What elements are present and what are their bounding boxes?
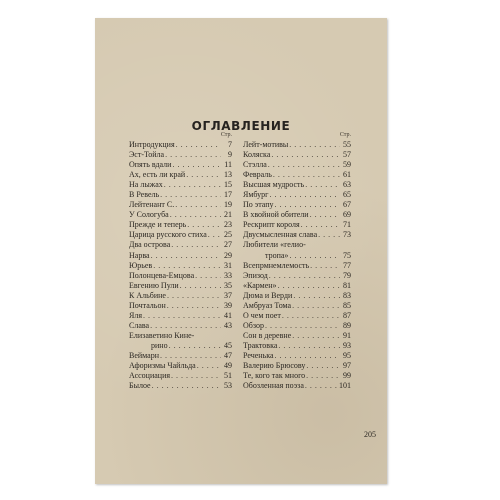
toc-entry-page: 19 [224,200,232,210]
toc-entry-page: 11 [224,160,232,170]
toc-entry-page: 43 [224,320,232,330]
toc-leader-dots [264,321,340,331]
toc-entry-title: Двусмысленная слава [243,230,318,240]
toc-leader-dots [171,160,221,170]
toc-column-left [129,131,232,391]
toc-entry-title: Ассоциация [129,371,171,381]
toc-entry [129,351,232,361]
toc-leader-dots [207,230,221,240]
toc-leader-dots [309,261,340,271]
toc-entry-title: «Кармен» [243,280,277,290]
toc-entry [129,251,232,261]
toc-entry [243,170,351,180]
toc-entry [243,381,351,391]
toc-entry-page: 31 [224,260,232,270]
toc-entry-title: Яля [129,310,143,320]
toc-entry-title: Реченька [243,350,274,360]
toc-entry [243,160,351,170]
toc-entry-page: 17 [224,190,232,200]
toc-leader-dots [168,341,221,351]
toc-entry-page: 97 [343,361,351,371]
toc-entry-title: Интродукция [129,140,175,149]
toc-entry-title: Обозленная поэза [243,381,304,391]
toc-entry-page: 41 [224,310,232,320]
toc-entry-title: Почтальон [129,300,166,310]
toc-entry [243,311,351,321]
toc-entry [243,251,351,261]
toc-leader-dots [152,261,221,271]
toc-entry [129,210,232,220]
toc-entry-title: На лыжах [129,180,163,190]
toc-entry [129,190,232,200]
toc-entry-page: 83 [343,290,351,300]
toc-entry-title: рино [151,340,168,350]
toc-leader-dots [164,150,221,160]
toc-entry [243,261,351,271]
toc-entry [243,281,351,291]
toc-leader-dots [270,150,340,160]
toc-leader-dots [149,321,221,331]
toc-entry [129,271,232,281]
column-header-left: Стр. [220,132,232,138]
toc-entry-title: Рескрипт короля [243,220,300,230]
toc-leader-dots [304,180,340,190]
toc-entry-title: Евгению Пули [129,280,179,290]
toc-entry-title: Афоризмы Чайльда [129,361,196,371]
page-number: 205 [364,430,376,439]
toc-entry-title: Коляска [243,150,271,160]
toc-entry-page: 51 [224,371,232,381]
toc-entry-page: 85 [343,300,351,310]
toc-entry-title: Елизаветино Кине- [129,330,195,340]
toc-entry [243,301,351,311]
toc-leader-dots [169,210,221,220]
toc-leader-dots [142,311,221,321]
toc-leader-dots [268,271,340,281]
toc-entry [129,220,232,230]
toc-entry [129,311,232,321]
toc-entry [129,281,232,291]
toc-entry [243,271,351,281]
toc-entry-page: 71 [343,220,351,230]
toc-entry [243,361,351,371]
toc-leader-dots [281,311,340,321]
toc-entry-page: 21 [224,210,232,220]
toc-entry [243,140,351,150]
toc-entry-page: 91 [343,330,351,340]
toc-entry-page: 39 [224,300,232,310]
toc-entry [243,210,351,220]
toc-entry-title: У Сологуба [129,210,169,220]
toc-entry-title: Обзор [243,320,264,330]
toc-entry [129,160,232,170]
toc-leader-dots [288,251,340,261]
toc-entry-page: 95 [343,350,351,360]
toc-leader-dots [166,291,221,301]
toc-leader-dots [166,301,221,311]
toc-entry [243,180,351,190]
toc-entry [243,240,351,250]
toc-leader-dots [170,371,221,381]
toc-entry-page: 7 [228,140,232,149]
toc-entry-title: Нарва [129,250,150,260]
toc-entry-page: 37 [224,290,232,300]
toc-entry [243,230,351,240]
toc-leader-dots [175,140,221,150]
toc-entry [129,180,232,190]
toc-leader-dots [304,381,339,391]
toc-leader-dots [163,180,221,190]
toc-entry-page: 57 [343,150,351,160]
toc-entry-title: Всепрмнемлемость [243,260,310,270]
toc-entry-title: Сон в деревне [243,330,292,340]
toc-entry [243,190,351,200]
toc-entry-page: 101 [339,381,351,391]
toc-leader-dots [185,170,221,180]
toc-entry [129,150,232,160]
toc-entry [129,140,232,150]
toc-entry [243,200,351,210]
toc-leader-dots [179,281,221,291]
toc-entry [243,321,351,331]
toc-entry-page: 67 [343,200,351,210]
toc-entry-title: Валерию Брюсову [243,361,306,371]
toc-leader-dots [309,210,340,220]
toc-leader-dots [291,331,340,341]
toc-leader-dots [186,220,221,230]
toc-entry-title: Эст-Тойла [129,150,165,160]
toc-entry [129,381,232,391]
toc-entry-page: 49 [224,361,232,371]
toc-leader-dots [267,160,340,170]
toc-entry-page: 99 [343,371,351,381]
toc-entry-title: Стэлла [243,160,267,170]
toc-entry-title: О чем поет [243,310,281,320]
toc-leader-dots [174,200,221,210]
toc-entry-page: 45 [224,340,232,350]
toc-entry [129,301,232,311]
toc-entry-page: 15 [224,180,232,190]
toc-entry-page: 29 [224,250,232,260]
toc-leader-dots [268,190,340,200]
toc-entry-page: 89 [343,320,351,330]
toc-entry [129,291,232,301]
toc-leader-dots [317,230,340,240]
toc-entry-title: По этапу [243,200,274,210]
toc-entry [243,150,351,160]
toc-leader-dots [291,301,340,311]
toc-entry-title: Опять вдали [129,160,172,170]
toc-entry-title: Слава [129,320,150,330]
toc-entry-title: Те, кого так много [243,371,306,381]
toc-entry-title: Ямбург [243,190,269,200]
page-title: ОГЛАВЛЕНИЕ [191,119,291,133]
toc-entry-page: 9 [228,150,232,160]
toc-entry-page: 25 [224,230,232,240]
toc-entry-title: Эпизод [243,270,268,280]
toc-entry-page: 77 [343,260,351,270]
toc-entry-title: К Альбине [129,290,166,300]
toc-entry-title: Дюма и Верди [243,290,293,300]
toc-entry-title: тропа» [265,250,289,260]
toc-entry [243,220,351,230]
toc-entry-page: 27 [224,240,232,250]
toc-entry [129,200,232,210]
toc-entry-title: Любители «гелио- [243,240,306,250]
toc-entry [243,341,351,351]
toc-entry-page: 63 [343,180,351,190]
toc-leader-dots [274,351,340,361]
toc-entry [129,371,232,381]
toc-entry-title: Прежде и теперь [129,220,187,230]
toc-entry-title: Юрьев [129,260,153,270]
toc-entry [129,170,232,180]
toc-entry-page: 93 [343,340,351,350]
toc-entry-title: Полонцева-Емцова [129,270,195,280]
toc-leader-dots [159,190,221,200]
toc-entry-title: Трактовка [243,340,278,350]
toc-entry-title: В Ревель [129,190,160,200]
toc-entry-title: Былое [129,381,151,391]
toc-entry-title: Веймарн [129,350,160,360]
toc-leader-dots [194,271,221,281]
toc-leader-dots [300,220,340,230]
toc-entry-page: 69 [343,210,351,220]
toc-leader-dots [150,251,221,261]
toc-entry [129,331,232,341]
toc-entry [129,230,232,240]
toc-leader-dots [305,361,340,371]
toc-leader-dots [305,371,340,381]
toc-entry-page: 23 [224,220,232,230]
toc-leader-dots [159,351,221,361]
toc-entry-title: Амбруаз Тома [243,300,292,310]
toc-leader-dots [151,381,221,391]
toc-leader-dots [277,341,340,351]
toc-entry-page: 13 [224,170,232,180]
toc-leader-dots [277,281,340,291]
toc-entry-page: 33 [224,270,232,280]
toc-leader-dots [274,200,340,210]
toc-entry-page: 61 [343,170,351,180]
toc-leader-dots [272,170,340,180]
toc-leader-dots [288,140,340,150]
toc-leader-dots [170,240,221,250]
toc-entry-page: 65 [343,190,351,200]
toc-entry [129,261,232,271]
toc-entry [243,291,351,301]
toc-entry-title: Два острова [129,240,171,250]
toc-entry [129,361,232,371]
toc-entry [243,371,351,381]
toc-entry-title: В хвойной обители [243,210,309,220]
column-header-right: Стр. [339,132,351,138]
book-page [95,18,387,484]
toc-entry-page: 75 [343,250,351,260]
toc-entry [243,331,351,341]
toc-entry-title: Февраль [243,170,272,180]
toc-entry-title: Лейт-мотивы [243,140,289,149]
toc-entry-title: Лейтенант С. [129,200,175,210]
toc-entry [243,351,351,361]
toc-entry-title: Ах, есть ли край [129,170,186,180]
toc-column-right [243,131,351,391]
toc-entry [129,341,232,351]
toc-entry-title: Царица русского стиха [129,230,207,240]
toc-entry-page: 73 [343,230,351,240]
toc-entry [129,321,232,331]
toc-leader-dots [196,361,221,371]
toc-entry [129,240,232,250]
toc-entry-page: 59 [343,160,351,170]
toc-leader-dots [292,291,340,301]
toc-entry-page: 53 [224,381,232,391]
toc-entry-page: 55 [343,140,351,149]
toc-entry-page: 35 [224,280,232,290]
toc-entry-page: 81 [343,280,351,290]
toc-entry-page: 87 [343,310,351,320]
toc-entry-page: 79 [343,270,351,280]
toc-entry-title: Высшая мудрость [243,180,305,190]
toc-entry-page: 47 [224,350,232,360]
